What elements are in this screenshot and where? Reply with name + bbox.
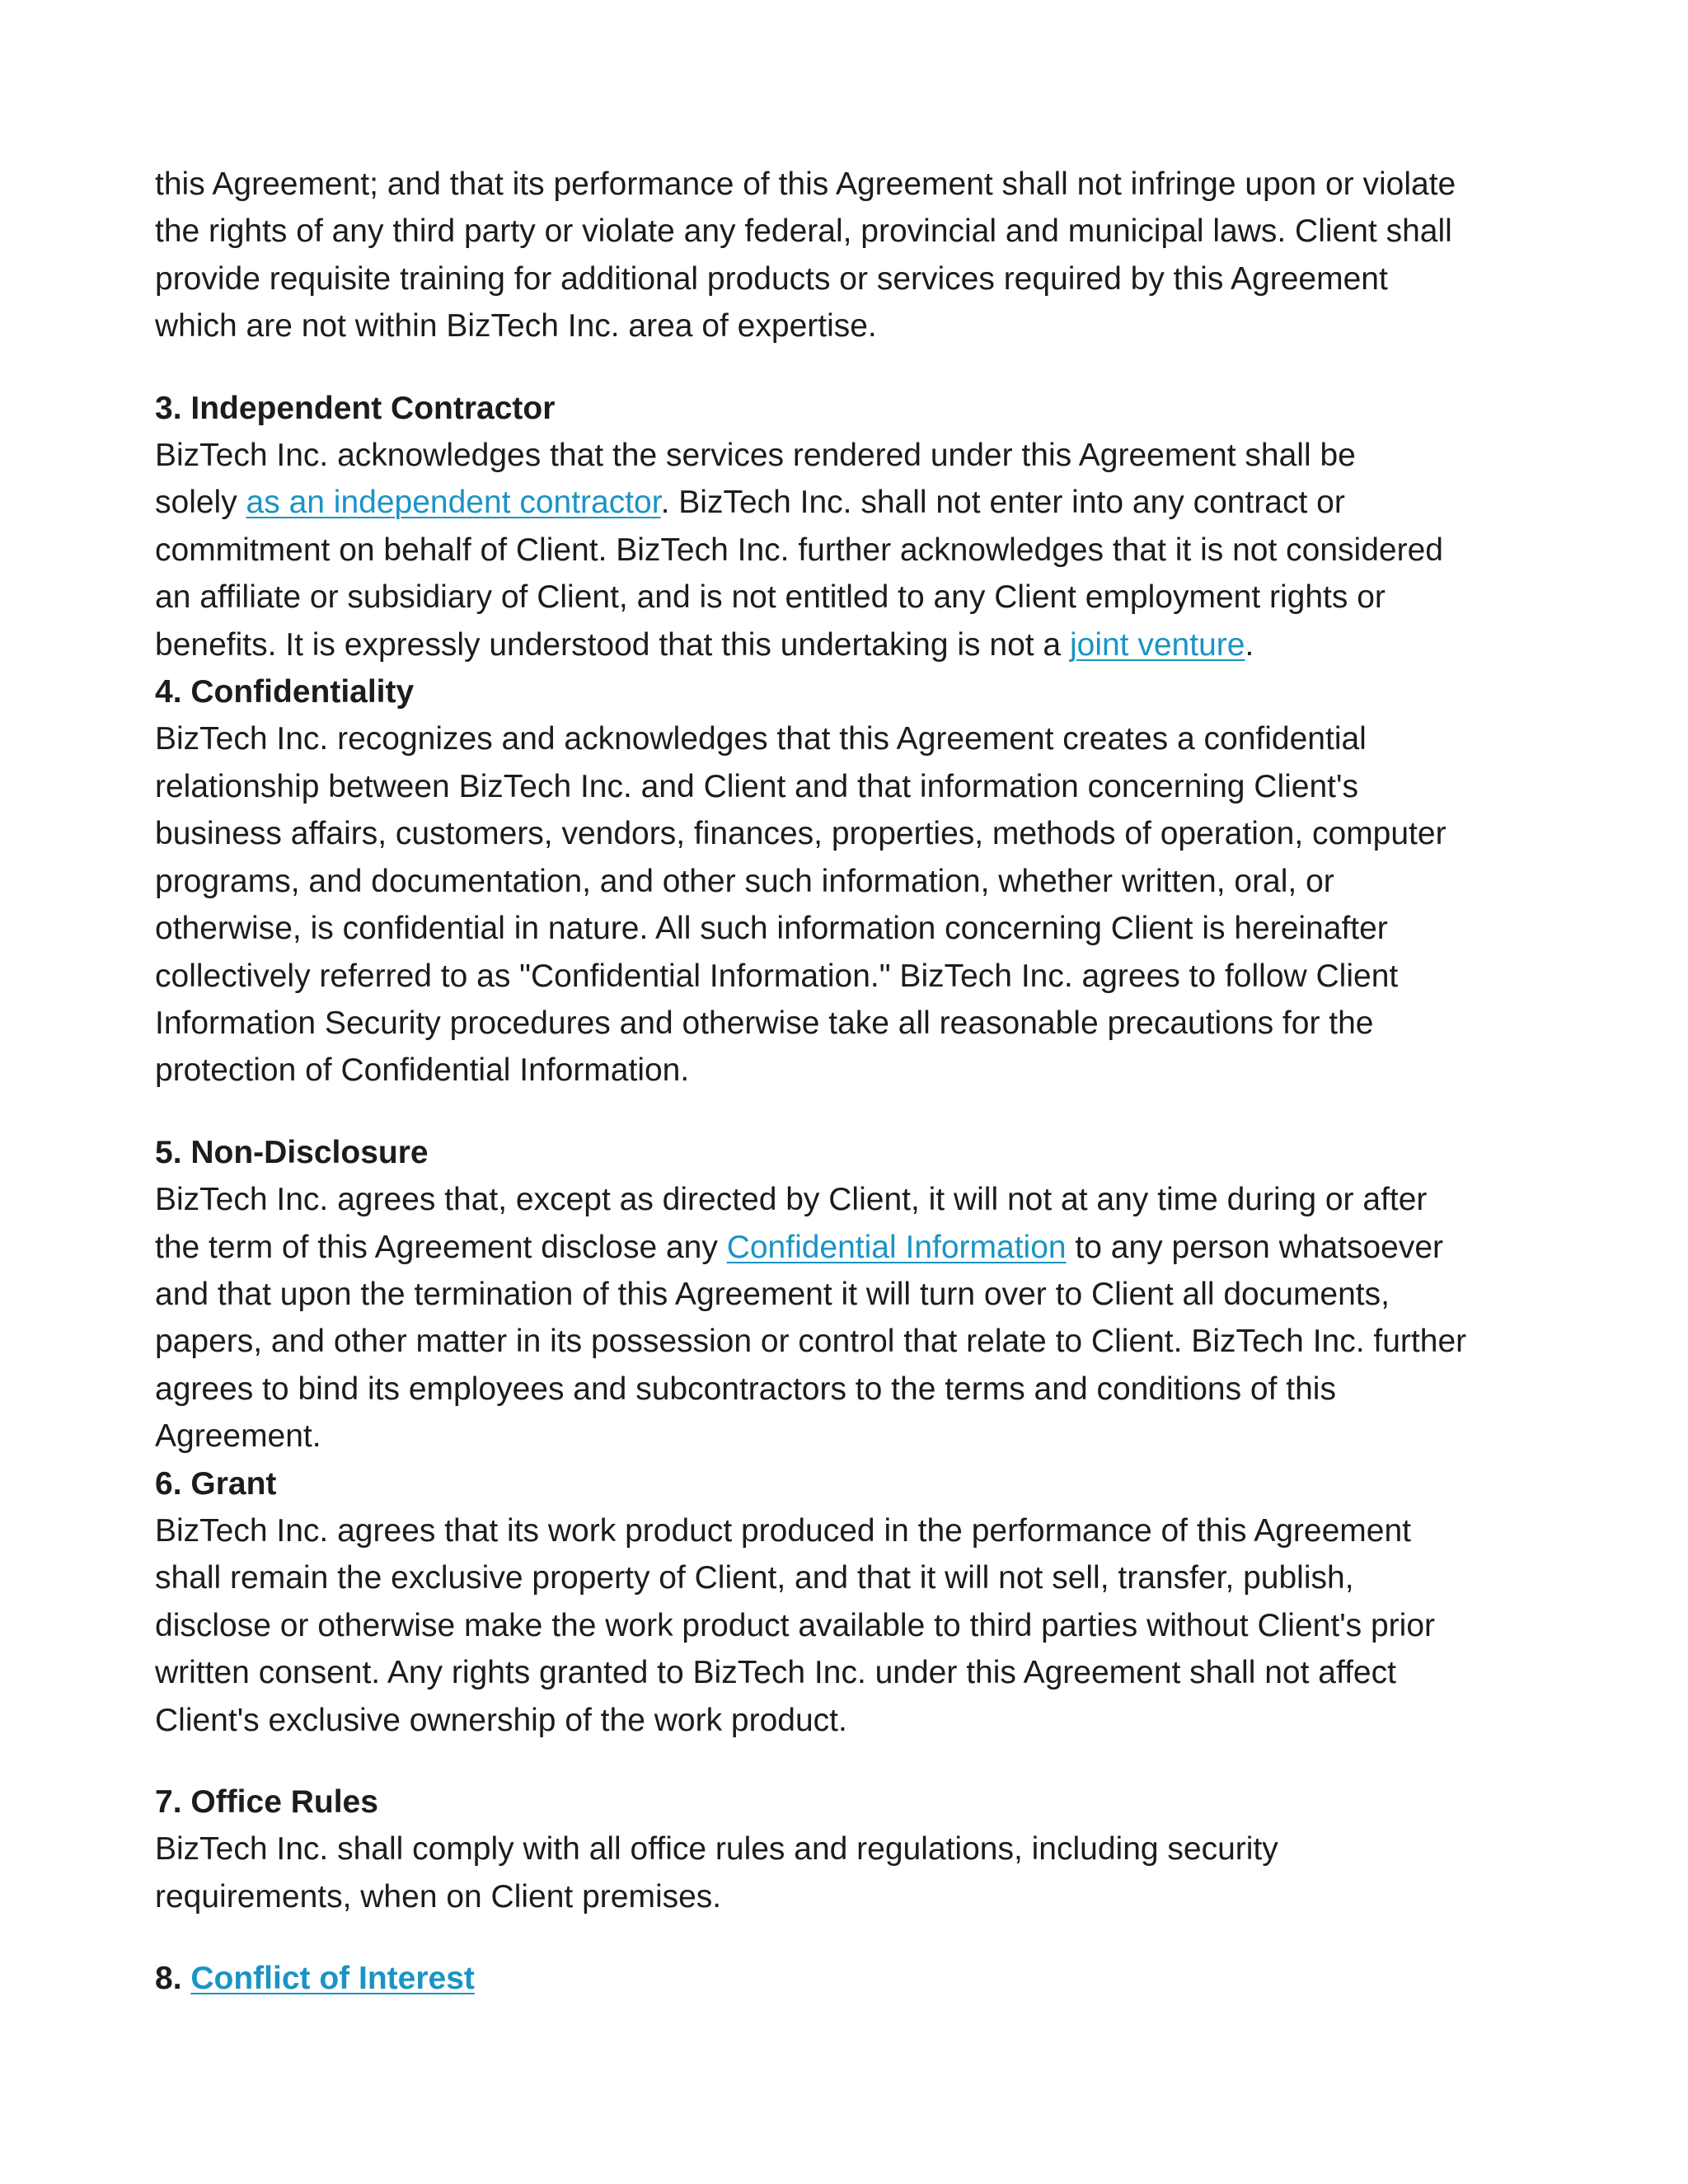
text-line: Information Security procedures and otherwise take all reasonable precautions for the	[155, 1005, 1374, 1041]
text-line: requirements, when on Client premises.	[155, 1878, 722, 1915]
section-6-heading: 6. Grant	[155, 1465, 277, 1502]
text-span: .	[1245, 626, 1254, 663]
section-4-heading: 4. Confidentiality	[155, 674, 415, 710]
text-span: to any person whatsoever	[1066, 1229, 1444, 1265]
text-line: agrees to bind its employees and subcontractors to the terms and conditions of this	[155, 1371, 1336, 1407]
text-line: this Agreement; and that its performance of this Agreement shall not infringe upon or violate	[155, 166, 1456, 202]
text-line	[155, 1224, 1540, 1271]
section-6-paragraph	[155, 1507, 1540, 1744]
confidential-information-link[interactable]: Confidential Information	[726, 1229, 1067, 1265]
text-line: protection of Confidential Information.	[155, 1052, 690, 1089]
text-line: programs, and documentation, and other such information, whether written, oral, or	[155, 863, 1334, 899]
text-line: and that upon the termination of this Agreement it will turn over to Client all documents,	[155, 1276, 1390, 1312]
text-line: commitment on behalf of Client. BizTech Inc. further acknowledges that it is not considered	[155, 532, 1443, 568]
text-line: which are not within BizTech Inc. area of expertise.	[155, 308, 877, 344]
text-span: solely	[155, 485, 246, 521]
joint-venture-link[interactable]: joint venture	[1069, 626, 1245, 663]
section-8-heading	[155, 1955, 1540, 2002]
text-line: otherwise, is confidential in nature. All such information concerning Client is hereinafter	[155, 911, 1388, 947]
text-line: provide requisite training for additional products or services required by this Agreement	[155, 260, 1388, 297]
document-page	[155, 161, 1540, 2003]
text-line	[155, 621, 1540, 668]
section-5-heading: 5. Non-Disclosure	[155, 1134, 429, 1170]
section-3-paragraph	[155, 432, 1540, 668]
text-line: written consent. Any rights granted to BizTech Inc. under this Agreement shall not affect	[155, 1655, 1396, 1691]
text-span: the term of this Agreement disclose any	[155, 1229, 727, 1265]
text-line	[155, 479, 1540, 526]
text-line: the rights of any third party or violate any federal, provincial and municipal laws. Client shall	[155, 213, 1452, 250]
text-line: Client's exclusive ownership of the work product.	[155, 1702, 847, 1738]
section-4-paragraph	[155, 715, 1540, 1094]
text-span: . BizTech Inc. shall not enter into any contract or	[660, 485, 1345, 521]
text-line: an affiliate or subsidiary of Client, and is not entitled to any Client employment rights or	[155, 579, 1386, 616]
section-3-heading: 3. Independent Contractor	[155, 390, 556, 426]
text-line: BizTech Inc. agrees that, except as directed by Client, it will not at any time during or after	[155, 1182, 1428, 1218]
text-line: relationship between BizTech Inc. and Client and that information concerning Client's	[155, 768, 1358, 804]
text-line: BizTech Inc. shall comply with all office rules and regulations, including security	[155, 1831, 1278, 1868]
text-line: BizTech Inc. acknowledges that the services rendered under this Agreement shall be	[155, 438, 1356, 474]
text-span: benefits. It is expressly understood that this undertaking is not a	[155, 626, 1070, 663]
section-7-paragraph	[155, 1825, 1540, 1920]
section-5-paragraph	[155, 1176, 1540, 1460]
conflict-of-interest-link[interactable]: Conflict of Interest	[190, 1961, 475, 1997]
section-8-number: 8.	[155, 1961, 191, 1997]
text-line: BizTech Inc. recognizes and acknowledges that this Agreement creates a confidential	[155, 721, 1367, 757]
text-line: business affairs, customers, vendors, finances, properties, methods of operation, computer	[155, 816, 1447, 852]
text-line: papers, and other matter in its possession or control that relate to Client. BizTech Inc. further	[155, 1324, 1467, 1360]
independent-contractor-link[interactable]: as an independent contractor	[246, 485, 661, 521]
intro-paragraph	[155, 161, 1540, 350]
text-line: shall remain the exclusive property of Client, and that it will not sell, transfer, publish,	[155, 1560, 1354, 1596]
text-line: disclose or otherwise make the work product available to third parties without Client's prior	[155, 1607, 1435, 1643]
text-line: BizTech Inc. agrees that its work product produced in the performance of this Agreement	[155, 1512, 1411, 1549]
text-line: collectively referred to as "Confidential Information." BizTech Inc. agrees to follow Client	[155, 958, 1399, 994]
section-7-heading: 7. Office Rules	[155, 1784, 378, 1820]
text-line: Agreement.	[155, 1418, 321, 1455]
